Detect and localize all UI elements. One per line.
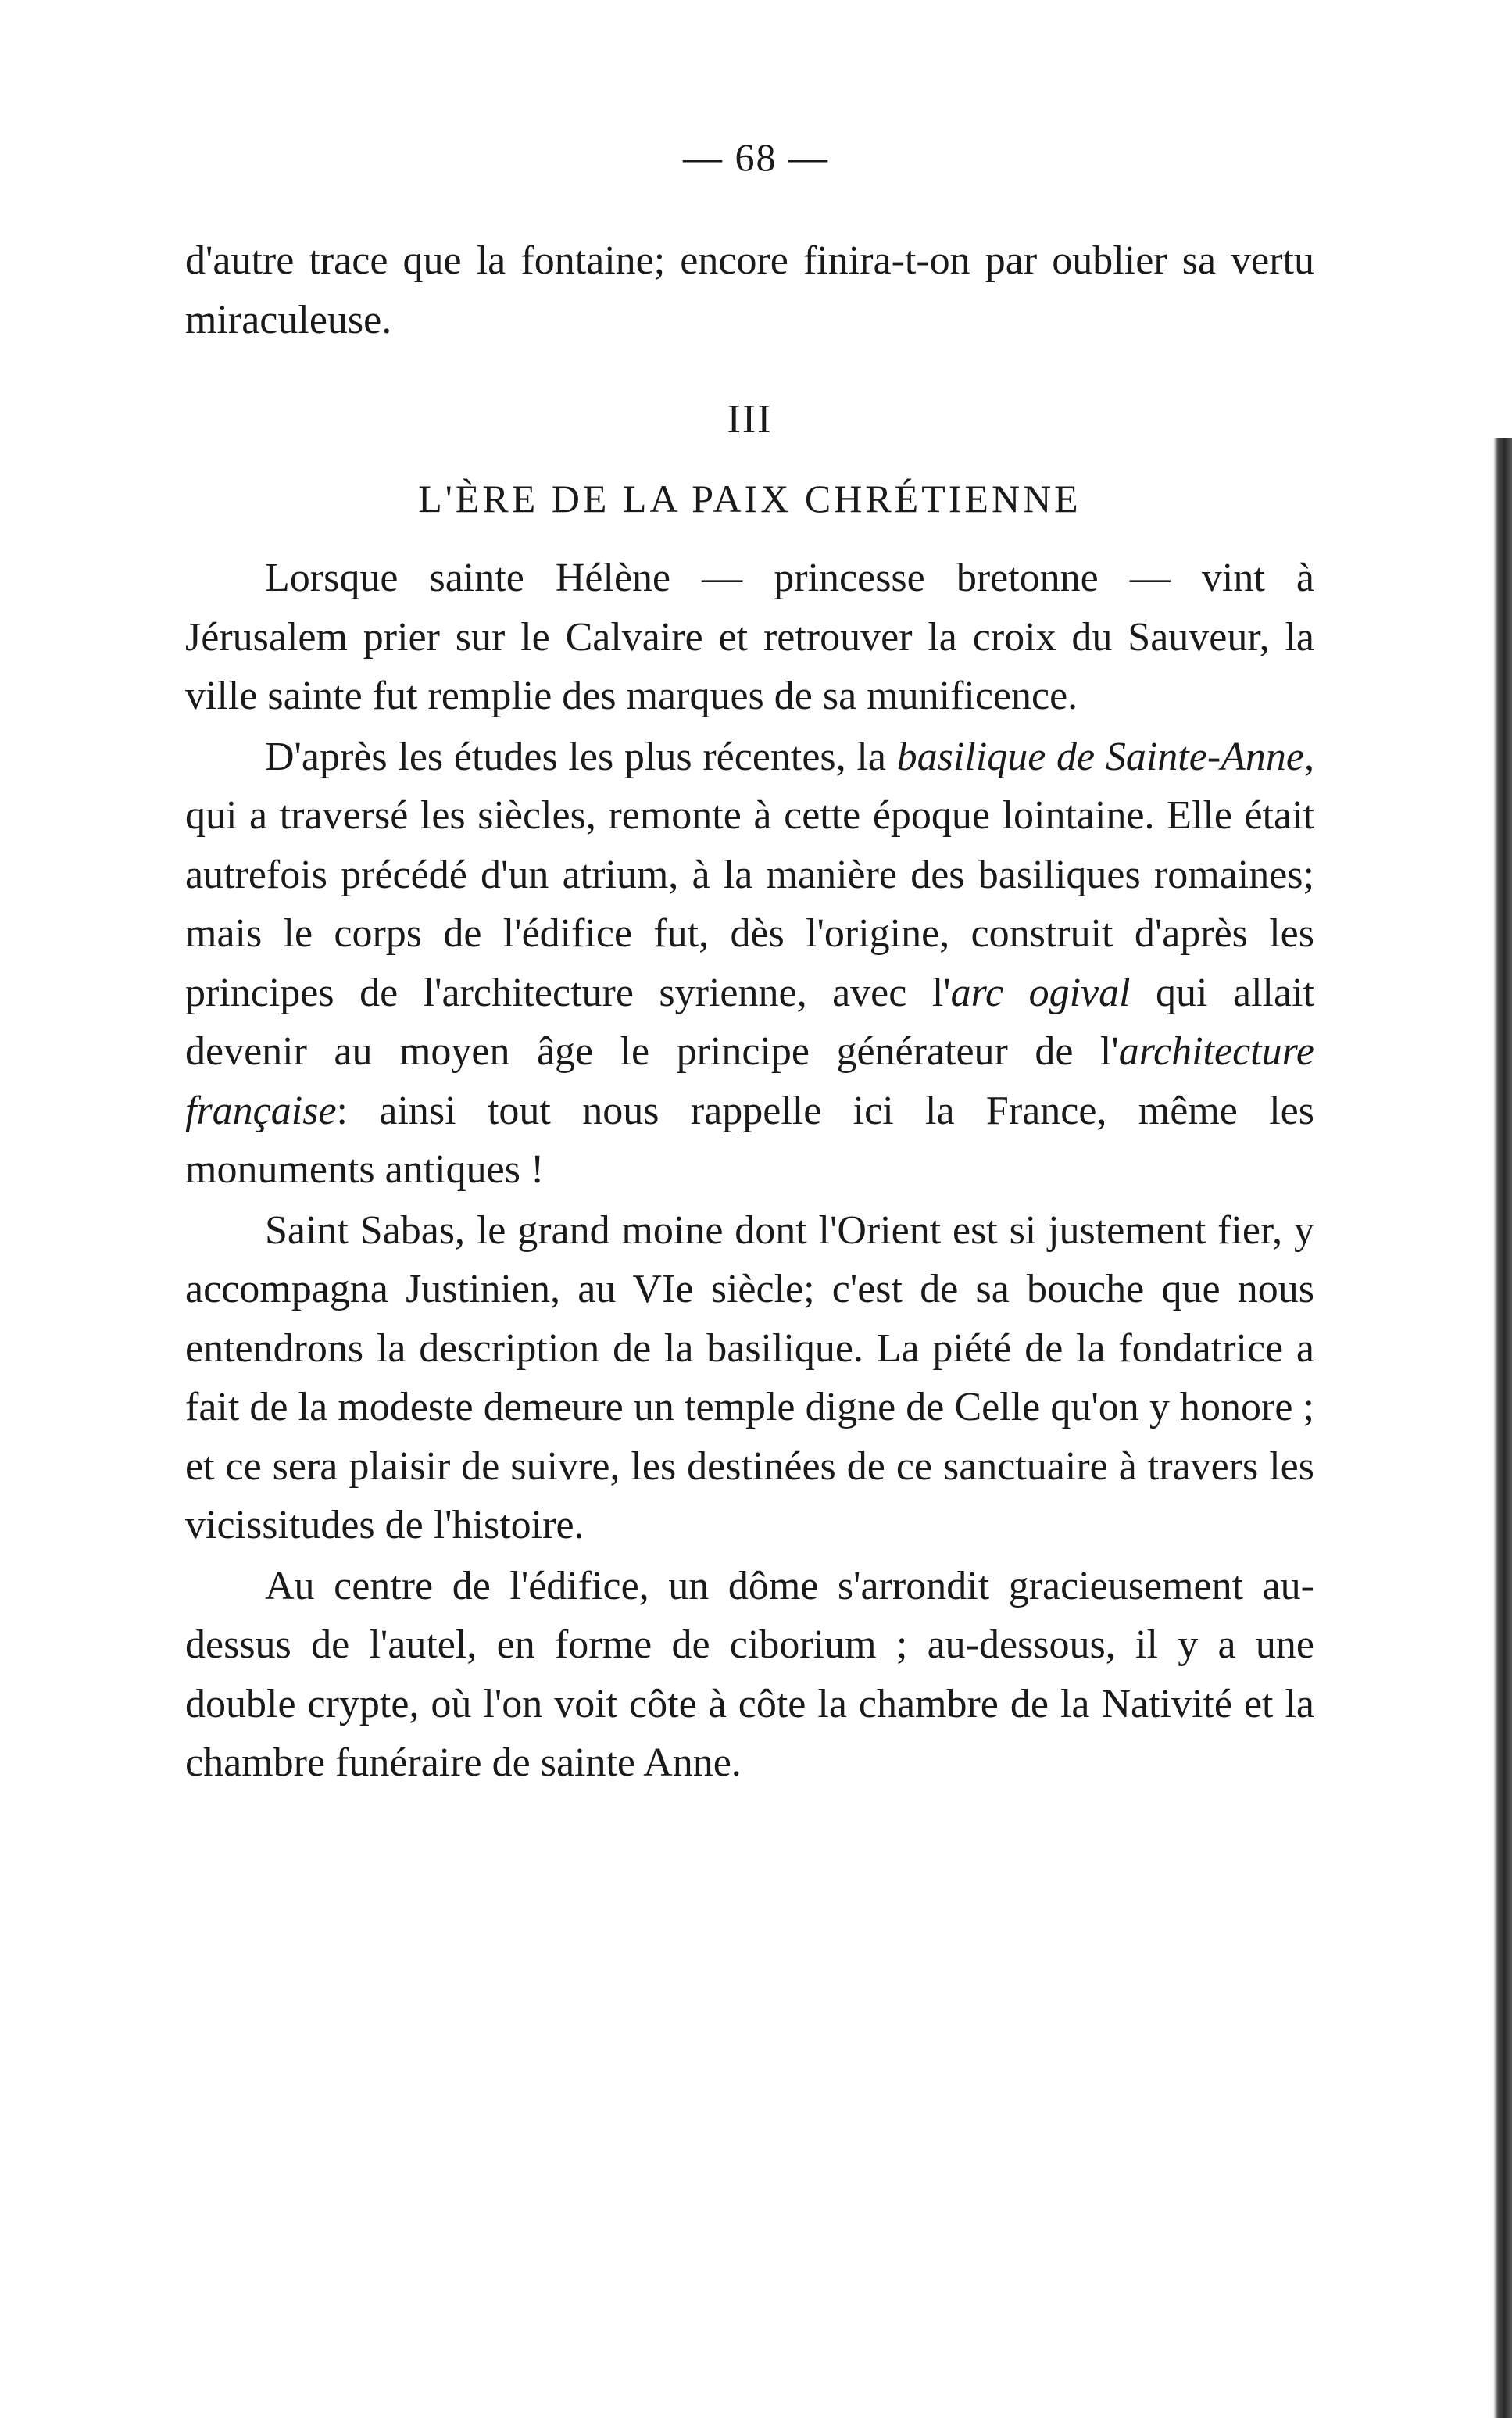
paragraph-saint-helene: Lorsque sainte Hélène — princesse bretonne — vint à Jérusalem prier sur le Calvaire et retrouver la croix du Sauveur, la ville sainte fut remplie des marques de sa munificence.	[185, 556, 1314, 718]
paragraph-text: : ainsi tout nous rappelle ici la France, même les monuments antiques !	[185, 1088, 1314, 1192]
paragraph-basilique	[185, 728, 1314, 1200]
italic-term-architecture: architecture française	[185, 1029, 1314, 1133]
paragraph-saint-sabas: Saint Sabas, le grand moine dont l'Orient est si justement fier, y accompagna Justinien, au VIe siècle; c'est de sa bouche que nous entendrons la description de la basilique. La piété de la fondatrice a fait de la modeste demeure un temple digne de Celle qu'on y honore ; et ce sera plaisir de suivre, les destinées de ce sanctuaire à travers les vicissitudes de l'histoire.	[185, 1207, 1314, 1547]
paragraph-text: , qui a traversé les siècles, remonte à cette époque lointaine. Elle était autrefois précédé d'un atrium, à la manière des basiliques romaines; mais le corps de l'édifice fut, dès l'origine, construit d'après les principes de l'architecture syrienne, avec l'	[185, 734, 1314, 1015]
paragraph-dome: Au centre de l'édifice, un dôme s'arrondit gracieusement au-dessus de l'autel, en forme de ciborium ; au-dessous, il y a une double crypte, où l'on voit côte à côte la chambre de la Nativité et la chambre funéraire de sainte Anne.	[185, 1563, 1314, 1785]
page-number: — 68 —	[683, 135, 829, 179]
paragraph-continuation: d'autre trace que la fontaine; encore finira-t-on par oublier sa vertu miraculeuse.	[185, 238, 1314, 342]
italic-term-basilique: basilique de Sainte-Anne	[896, 734, 1304, 779]
page-margin-top-right	[1481, 0, 1512, 438]
page-body	[185, 231, 1314, 1793]
paragraph-text: qui allait devenir au moyen âge le principe générateur de l'	[185, 970, 1314, 1074]
paragraph-text: D'après les études les plus récentes, la	[265, 734, 897, 779]
section-numeral: III	[727, 397, 773, 442]
section-title: L'ÈRE DE LA PAIX CHRÉTIENNE	[418, 476, 1081, 520]
italic-term-arc-ogival: arc ogival	[950, 970, 1131, 1015]
